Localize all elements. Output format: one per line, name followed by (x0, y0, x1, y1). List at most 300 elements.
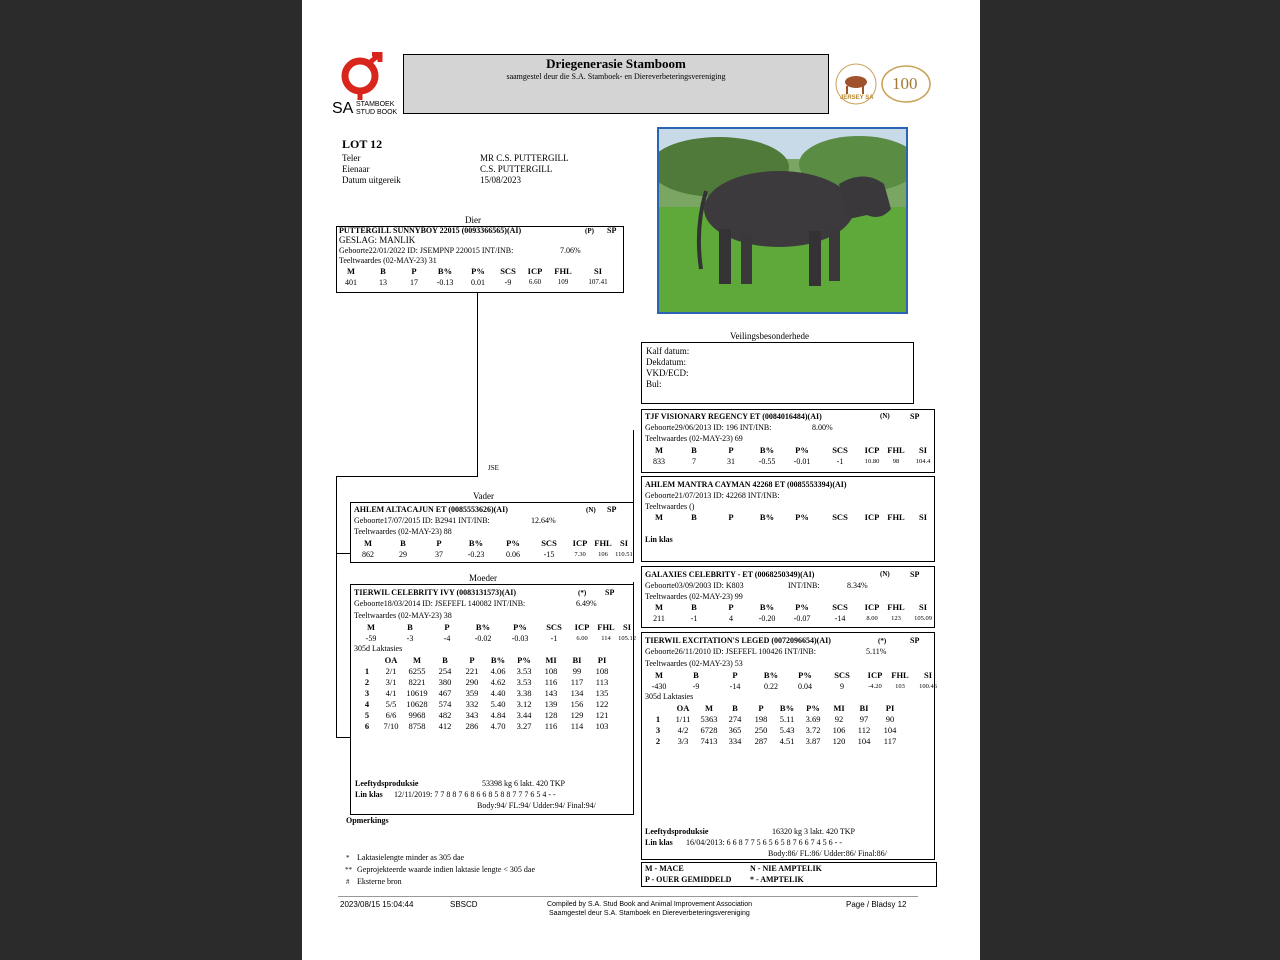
lact-cell: 6255 (408, 666, 426, 676)
logo-sa-text: SA (332, 100, 354, 117)
lact-cell: 3.69 (805, 714, 821, 724)
bv-value: 4 (729, 614, 733, 623)
pgs-birth: Geboorte29/06/2013 ID: 196 INT/INB: (645, 423, 772, 432)
bv-header: P% (795, 602, 809, 612)
footer-datetime: 2023/08/15 15:04:44 (340, 900, 414, 909)
bv-header: P% (506, 538, 520, 548)
bv-value: -0.13 (436, 278, 454, 287)
lact-header: M (412, 655, 422, 665)
jse-label: JSE (488, 464, 499, 472)
bv-value: -1 (550, 634, 558, 643)
bv-header: P% (513, 622, 527, 632)
mgs-sp: SP (910, 570, 920, 579)
lact-header: MI (833, 703, 845, 713)
veilings-box (641, 342, 914, 404)
animal-photo (657, 127, 908, 314)
bv-header: P (436, 538, 442, 548)
lact-cell: 5.43 (779, 725, 795, 735)
bv-value: -0.02 (474, 634, 492, 643)
bv-header: B% (475, 622, 491, 632)
lact-cell: 482 (438, 710, 452, 720)
moeder-teelt: Teeltwaardes (02-MAY-23) 38 (354, 611, 452, 620)
bv-header: ICP (574, 622, 590, 632)
vader-section-label: Vader (473, 491, 494, 501)
paternal-granddam-box (641, 476, 935, 562)
mgd-leeftyd-label: Leeftydsproduksie (645, 827, 709, 836)
lact-cell: 412 (438, 721, 452, 731)
moeder-lact-row (355, 699, 615, 710)
lact-header: PI (885, 703, 895, 713)
moeder-name: TIERWIL CELEBRITY IVY (0083131573)(AI) (354, 588, 517, 597)
lact-cell: 4.70 (490, 721, 506, 731)
mgs-pct: 8.34% (847, 581, 868, 590)
mgd-lact-row (646, 725, 904, 736)
bv-header: M (366, 622, 376, 632)
mgd-body-scores: Body:86/ FL:86/ Udder:86/ Final:86/ (768, 849, 887, 858)
bull-photo-icon (659, 129, 906, 312)
lact-cell: 365 (728, 725, 742, 735)
lact-cell: 116 (544, 721, 558, 731)
dier-teelt: Teeltwaardes (02-MAY-23) 31 (339, 256, 437, 265)
lact-header: B (442, 655, 448, 665)
dier-flag: (P) (585, 227, 594, 235)
lact-cell: 3.87 (805, 736, 821, 746)
bv-value: 106 (598, 551, 608, 558)
mgd-linklas-value: 16/04/2013: 6 6 8 7 7 5 6 5 6 5 8 7 6 6 7 4 5 6 - - (686, 838, 842, 847)
bv-header: B (691, 512, 697, 522)
lact-cell: 97 (859, 714, 869, 724)
header-title-box (403, 54, 829, 114)
bv-header: SCS (832, 512, 848, 522)
legend-mace: M - MACE (645, 864, 684, 873)
lact-header: M (704, 703, 714, 713)
lact-cell: 104 (883, 725, 897, 735)
lact-cell: 106 (832, 725, 846, 735)
bv-header: SCS (832, 602, 848, 612)
lact-header: P (469, 655, 475, 665)
footer-divider (338, 896, 918, 897)
bv-header: M (346, 266, 356, 276)
pgs-bv-headers (642, 445, 938, 456)
mgd-name: TIERWIL EXCITATION'S LEGED (0072096654)(AI) (645, 636, 831, 645)
pgs-name: TJF VISIONARY REGENCY ET (0084016484)(AI) (645, 412, 822, 421)
footnote-symbol: * (346, 854, 350, 862)
lact-cell: 128 (544, 710, 558, 720)
lact-cell: 2 (364, 677, 370, 687)
lact-cell: 99 (572, 666, 582, 676)
lact-cell: 287 (754, 736, 768, 746)
moeder-lact-title: 305d Laktasies (354, 644, 403, 653)
lact-cell: 6 (364, 721, 370, 731)
lact-cell: 90 (885, 714, 895, 724)
bv-value: 7.30 (574, 551, 586, 558)
footnote-symbol: # (346, 878, 350, 886)
anniversary-100-text: 100 (892, 74, 918, 93)
mgd-lact-title: 305d Laktasies (645, 692, 694, 701)
mgd-linklas-label: Lin klas (645, 838, 673, 847)
bv-header: M (654, 602, 664, 612)
vader-box (350, 502, 634, 563)
bv-header: M (654, 512, 664, 522)
vader-flag: (N) (586, 506, 596, 514)
paternal-grandsire-box (641, 409, 935, 473)
bv-value: -9 (504, 278, 512, 287)
bv-value: -4.20 (868, 683, 882, 690)
page-title: Driegenerasie Stamboom (546, 56, 686, 71)
lact-cell: 4 (364, 699, 370, 709)
vader-teelt: Teeltwaardes (02-MAY-23) 88 (354, 527, 452, 536)
pgd-teelt: Teeltwaardes () (645, 502, 695, 511)
moeder-lact-row (355, 666, 615, 677)
bv-value: 0.06 (506, 550, 520, 559)
connector-line (336, 553, 350, 554)
moeder-bv-headers (351, 622, 637, 633)
vader-pct: 12.64% (531, 516, 556, 525)
bv-header: M (654, 445, 664, 455)
moeder-birth: Geboorte18/03/2014 ID: JSEFEFL 140082 INT/INB: (354, 599, 526, 608)
bv-header: B% (437, 266, 453, 276)
lact-cell: 343 (465, 710, 479, 720)
bv-value: 401 (345, 278, 357, 287)
lact-cell: 3.53 (516, 677, 532, 687)
lact-cell: 1 (655, 714, 661, 724)
bv-value: 109 (557, 278, 569, 286)
lact-cell: 7/10 (383, 721, 399, 731)
lact-cell: 1 (364, 666, 370, 676)
bv-value: 105.12 (618, 635, 636, 642)
moeder-sp: SP (605, 588, 615, 597)
bv-header: FHL (891, 670, 909, 680)
bv-header: B (400, 538, 406, 548)
bv-header: SI (923, 670, 933, 680)
pgd-birth: Geboorte21/07/2013 ID: 42268 INT/INB: (645, 491, 780, 500)
lact-cell: 103 (595, 721, 609, 731)
lact-cell: 8758 (408, 721, 426, 731)
bv-header: P% (471, 266, 485, 276)
connector-line (336, 476, 478, 477)
bv-value: 211 (653, 614, 665, 623)
bv-header: P (728, 512, 734, 522)
footnote-text: Laktasielengte minder as 305 dae (357, 853, 465, 862)
bv-value: 9 (840, 682, 844, 691)
pgs-sp: SP (910, 412, 920, 421)
bv-value: 31 (727, 457, 735, 466)
bv-header: B (691, 445, 697, 455)
pgs-teelt: Teeltwaardes (02-MAY-23) 69 (645, 434, 743, 443)
studbook-emblem-icon (332, 52, 402, 100)
bv-header: B% (759, 602, 775, 612)
lact-cell: 332 (465, 699, 479, 709)
logo-stamboek-text: STAMBOEK (356, 101, 395, 108)
moeder-lact-headers (355, 655, 615, 666)
lot-label: LOT 12 (342, 137, 383, 151)
dier-pct: 7.06% (560, 246, 581, 255)
moeder-section-label: Moeder (469, 573, 497, 583)
lact-cell: 117 (883, 736, 897, 746)
moeder-linklas-label: Lin klas (355, 790, 383, 799)
mgd-lact-row (646, 736, 904, 747)
bv-value: 833 (653, 457, 665, 466)
connector-line (336, 737, 350, 738)
lact-cell: 4.51 (779, 736, 795, 746)
mgs-teelt: Teeltwaardes (02-MAY-23) 99 (645, 592, 743, 601)
lact-cell: 143 (544, 688, 558, 698)
lact-cell: 113 (595, 677, 609, 687)
bv-value: -59 (365, 634, 377, 643)
footnote-symbol: ** (345, 866, 352, 874)
bv-value: 123 (891, 615, 901, 622)
lact-cell: 10628 (406, 699, 428, 709)
lact-cell: 254 (438, 666, 452, 676)
eienaar-label: Eienaar (342, 164, 370, 174)
moeder-body-scores: Body:94/ FL:94/ Udder:94/ Final:94/ (477, 801, 596, 810)
connector-line (477, 293, 478, 476)
bv-value: 100.46 (919, 683, 937, 690)
lact-cell: 6728 (700, 725, 718, 735)
bv-header: B% (759, 445, 775, 455)
lact-cell: 114 (570, 721, 584, 731)
bv-value: 104.4 (915, 458, 931, 465)
moeder-lact-row (355, 721, 615, 732)
lact-cell: 139 (544, 699, 558, 709)
lact-header: BI (859, 703, 869, 713)
lact-cell: 4.62 (490, 677, 506, 687)
dier-box (336, 226, 624, 293)
lact-cell: 3/3 (677, 736, 689, 746)
lact-cell: 574 (438, 699, 452, 709)
mgs-bv-headers (642, 602, 938, 613)
lact-cell: 6/6 (385, 710, 397, 720)
mgs-birth: Geboorte03/09/2003 ID: K803 (645, 581, 744, 590)
bv-header: SCS (541, 538, 557, 548)
bv-header: P (728, 445, 734, 455)
bv-header: P (728, 602, 734, 612)
bv-header: SI (622, 622, 632, 632)
mgs-name: GALAXIES CELEBRITY - ET (0068250349)(AI) (645, 570, 815, 579)
lact-cell: 4/2 (677, 725, 689, 735)
mgs-flag: (N) (880, 570, 890, 578)
lact-cell: 4/1 (385, 688, 397, 698)
lact-cell: 5 (364, 710, 370, 720)
teler-value: MR C.S. PUTTERGILL (480, 153, 569, 163)
bv-header: SI (918, 512, 928, 522)
bv-value: 0.04 (798, 682, 812, 691)
lact-header: B (732, 703, 738, 713)
moeder-linklas-value: 12/11/2019: 7 7 8 8 7 6 8 6 6 8 5 8 8 7 7 7 6 5 4 - - (394, 790, 556, 799)
bv-header: SCS (832, 445, 848, 455)
mgd-sp: SP (910, 636, 920, 645)
bv-header: ICP (864, 445, 880, 455)
moeder-lact-row (355, 677, 615, 688)
bv-header: ICP (864, 512, 880, 522)
bv-header: B (380, 266, 386, 276)
lact-cell: 10619 (406, 688, 428, 698)
bv-value: 10.80 (864, 458, 880, 465)
bv-header: P% (795, 445, 809, 455)
lact-cell: 334 (728, 736, 742, 746)
bv-header: P (411, 266, 417, 276)
lact-cell: 5/5 (385, 699, 397, 709)
lact-cell: 112 (857, 725, 871, 735)
bv-header: P (444, 622, 450, 632)
moeder-lact-row (355, 710, 615, 721)
bv-value: 98 (892, 458, 900, 465)
jersey-sa-logo (834, 62, 932, 108)
lact-cell: 1/11 (675, 714, 691, 724)
bv-value: 862 (362, 550, 374, 559)
lact-cell: 4.06 (490, 666, 506, 676)
datum-value: 15/08/2023 (480, 175, 522, 185)
bv-header: FHL (597, 622, 615, 632)
bv-value: -430 (651, 682, 667, 691)
lact-cell: 121 (595, 710, 609, 720)
lact-cell: 3.72 (805, 725, 821, 735)
lact-cell: 3.27 (516, 721, 532, 731)
eienaar-value: C.S. PUTTERGILL (480, 164, 553, 174)
bv-value: -0.01 (793, 457, 811, 466)
bv-value: -1 (690, 614, 698, 623)
dier-sp: SP (607, 226, 617, 235)
lact-cell: 3 (364, 688, 370, 698)
mgs-bv-values (642, 613, 938, 624)
bv-header: FHL (887, 445, 905, 455)
lact-cell: 198 (754, 714, 768, 724)
vader-birth: Geboorte17/07/2015 ID: B2941 INT/INB: (354, 516, 490, 525)
bv-header: FHL (887, 602, 905, 612)
bv-header: B% (468, 538, 484, 548)
lact-cell: 117 (570, 677, 584, 687)
moeder-bv-values (351, 633, 637, 644)
bv-value: 13 (379, 278, 387, 287)
lact-header: B% (490, 655, 506, 665)
bv-value: -0.23 (467, 550, 485, 559)
bv-value: -0.20 (758, 614, 776, 623)
bv-header: SI (918, 445, 928, 455)
lact-header: P% (517, 655, 531, 665)
sa-studbook-logo (332, 52, 402, 120)
mgd-lact-row (646, 714, 904, 725)
footnote-text: Geprojekteerde waarde indien laktasie lengte < 305 dae (357, 865, 535, 874)
lact-cell: 3.53 (516, 666, 532, 676)
lact-cell: 156 (570, 699, 584, 709)
dier-section-label: Dier (465, 215, 481, 225)
bv-value: -4 (443, 634, 451, 643)
lact-cell: 92 (834, 714, 844, 724)
footer-page-number: Page / Bladsy 12 (846, 900, 907, 909)
lact-cell: 135 (595, 688, 609, 698)
lact-cell: 129 (570, 710, 584, 720)
lact-cell: 3.12 (516, 699, 532, 709)
lact-cell: 120 (832, 736, 846, 746)
bv-value: 103 (895, 683, 905, 690)
maternal-granddam-box (641, 632, 935, 860)
bv-value: 114 (601, 635, 611, 642)
lact-cell: 3.44 (516, 710, 532, 720)
logo-studbook-text: STUD BOOK (356, 109, 398, 116)
footer-compiled-en: Compiled by S.A. Stud Book and Animal Improvement Association (547, 901, 753, 908)
bv-header: M (654, 670, 664, 680)
mgd-bv-values (642, 681, 944, 692)
lact-header: OA (384, 655, 398, 665)
bv-header: SCS (500, 266, 516, 276)
lact-cell: 8221 (408, 677, 426, 687)
moeder-leeftyd-value: 53398 kg 6 lakt. 420 TKP (482, 779, 565, 788)
bv-header: FHL (887, 512, 905, 522)
bv-value: -14 (729, 682, 741, 691)
datum-label: Datum uitgereik (342, 175, 401, 185)
pgd-name: AHLEM MANTRA CAYMAN 42268 ET (0085553394)(AI) (645, 480, 847, 489)
vkd-ecd-label: VKD/ECD: (646, 368, 689, 378)
bv-value: 6.00 (576, 635, 588, 642)
bv-header: P% (798, 670, 812, 680)
bv-header: SI (593, 266, 603, 276)
bv-header: SI (619, 538, 629, 548)
bv-header: B% (759, 512, 775, 522)
dier-geslag: GESLAG: MANLIK (339, 235, 416, 245)
legend-amptelik: * - AMPTELIK (750, 875, 804, 884)
mgd-flag: (*) (878, 637, 887, 645)
bv-header: P (732, 670, 738, 680)
lact-header: MI (545, 655, 557, 665)
bv-value: 105.09 (914, 615, 932, 622)
mgd-leeftyd-value: 16320 kg 3 lakt. 420 TKP (772, 827, 855, 836)
pgd-linklas: Lin klas (645, 535, 673, 544)
bv-value: 110.51 (615, 551, 633, 558)
lact-cell: 3/1 (385, 677, 397, 687)
bv-value: -15 (543, 550, 555, 559)
lact-header: P (758, 703, 764, 713)
lact-cell: 290 (465, 677, 479, 687)
kalf-datum-label: Kalf datum: (646, 346, 690, 356)
jersey-brand-text: JERSEY SA (840, 95, 874, 101)
bv-header: ICP (867, 670, 883, 680)
pgd-bv-headers (642, 512, 938, 523)
bv-value: 17 (410, 278, 418, 287)
pgs-bv-values (642, 456, 938, 467)
opmerkings-label: Opmerkings (346, 816, 389, 825)
legend-ouer-gemiddeld: P - OUER GEMIDDELD (645, 875, 732, 884)
bv-value: 0.01 (471, 278, 485, 287)
bv-header: SCS (546, 622, 562, 632)
lact-cell: 5.11 (779, 714, 795, 724)
lact-header: OA (676, 703, 690, 713)
vader-bv-headers (351, 538, 635, 549)
pedigree-page (302, 0, 980, 960)
bv-header: ICP (572, 538, 588, 548)
lact-cell: 9968 (408, 710, 426, 720)
dier-bv-values (337, 277, 617, 288)
bv-header: M (363, 538, 373, 548)
bv-value: 29 (399, 550, 407, 559)
lact-header: BI (572, 655, 582, 665)
lact-cell: 4.84 (490, 710, 506, 720)
bv-value: -9 (692, 682, 700, 691)
lact-cell: 104 (857, 736, 871, 746)
lact-cell: 467 (438, 688, 452, 698)
lact-cell: 2/1 (385, 666, 397, 676)
vader-sp: SP (607, 505, 617, 514)
bv-value: 8.00 (866, 615, 878, 622)
moeder-flag: (*) (578, 589, 587, 597)
bul-label: Bul: (646, 379, 662, 389)
lact-header: B% (779, 703, 795, 713)
moeder-box (350, 584, 634, 815)
vader-name: AHLEM ALTACAJUN ET (0085553626)(AI) (354, 505, 508, 514)
dekdatum-label: Dekdatum: (646, 357, 686, 367)
vader-bv-values (351, 549, 635, 560)
dier-bv-headers (337, 266, 617, 277)
bv-value: -14 (834, 614, 846, 623)
